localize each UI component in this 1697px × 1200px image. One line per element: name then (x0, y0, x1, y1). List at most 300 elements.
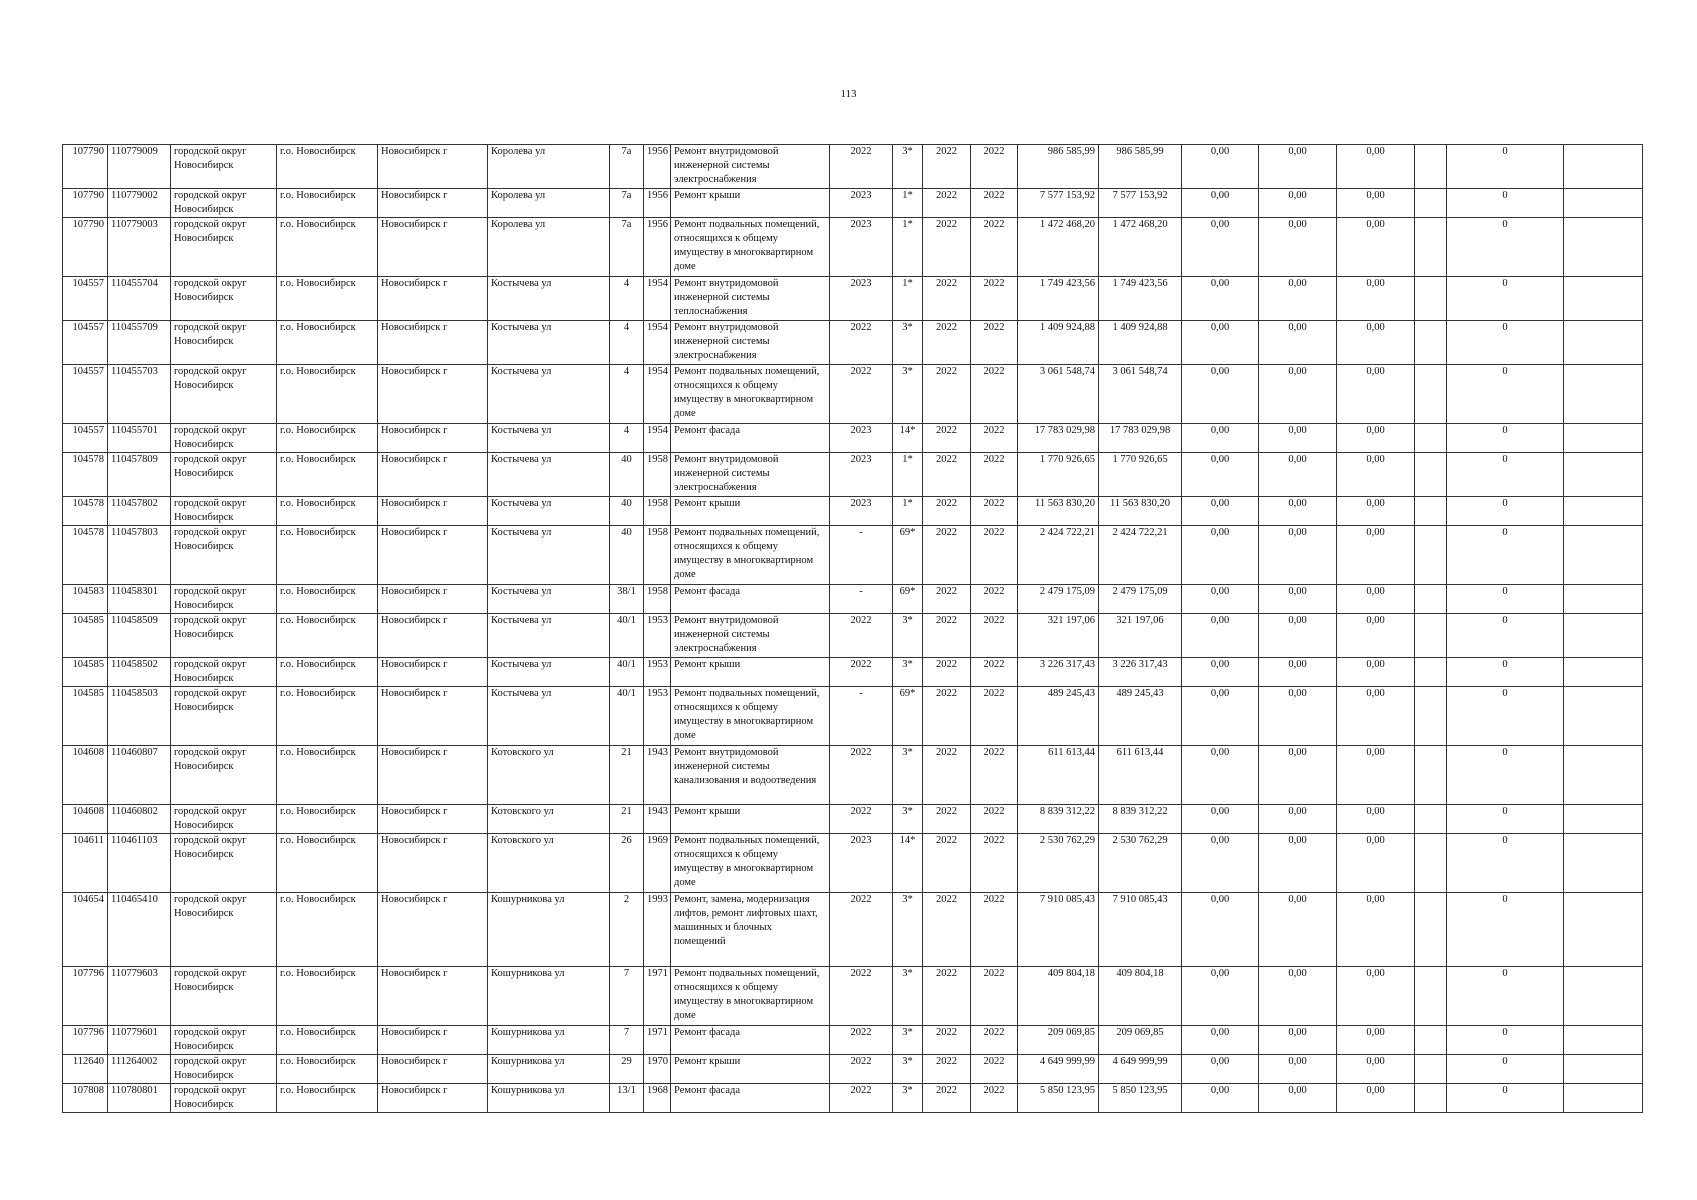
cell-code: 111264002 (108, 1055, 171, 1084)
cell-cost-total: 209 069,85 (1018, 1026, 1099, 1055)
cell-cost-3: 0,00 (1337, 1084, 1415, 1113)
cell-cost-fund: 8 839 312,22 (1099, 805, 1182, 834)
cell-kind: 1* (893, 218, 923, 277)
cell-street: Котовского ул (488, 746, 610, 805)
cell-code: 110779009 (108, 145, 171, 189)
cell-settlement: г.о. Новосибирск (277, 585, 378, 614)
cell-empty (1415, 497, 1447, 526)
cell-id: 104585 (63, 658, 108, 687)
cell-street: Котовского ул (488, 834, 610, 893)
cell-work-type: Ремонт фасада (671, 424, 830, 453)
cell-plan-year: 2023 (830, 497, 893, 526)
table-row (63, 424, 1643, 453)
cell-cost-3: 0,00 (1337, 893, 1415, 967)
cell-cost-fund: 17 783 029,98 (1099, 424, 1182, 453)
cell-start-year: 2022 (923, 453, 971, 497)
cell-kind: 3* (893, 365, 923, 424)
cell-cost-2: 0,00 (1259, 687, 1337, 746)
cell-code: 110779002 (108, 189, 171, 218)
cell-year-built: 1971 (644, 1026, 671, 1055)
cell-year-built: 1968 (644, 1084, 671, 1113)
cell-cost-fund: 4 649 999,99 (1099, 1055, 1182, 1084)
cell-empty (1415, 218, 1447, 277)
table-body (63, 145, 1643, 1113)
cell-municipality: городской округ Новосибирск (171, 687, 277, 746)
cell-cost-1: 0,00 (1182, 687, 1259, 746)
cell-city: Новосибирск г (378, 277, 488, 321)
cell-year-built: 1958 (644, 585, 671, 614)
cell-cost-total: 1 409 924,88 (1018, 321, 1099, 365)
cell-empty-last (1564, 145, 1643, 189)
cell-settlement: г.о. Новосибирск (277, 277, 378, 321)
cell-cost-total: 11 563 830,20 (1018, 497, 1099, 526)
cell-year-built: 1954 (644, 321, 671, 365)
cell-house: 7а (610, 189, 644, 218)
cell-house: 40 (610, 526, 644, 585)
cell-settlement: г.о. Новосибирск (277, 1055, 378, 1084)
table-row (63, 614, 1643, 658)
cell-cost-1: 0,00 (1182, 967, 1259, 1026)
cell-start-year: 2022 (923, 218, 971, 277)
cell-cost-1: 0,00 (1182, 585, 1259, 614)
cell-start-year: 2022 (923, 277, 971, 321)
cell-cost-1: 0,00 (1182, 497, 1259, 526)
cell-municipality: городской округ Новосибирск (171, 967, 277, 1026)
cell-year-built: 1956 (644, 218, 671, 277)
cell-end-year: 2022 (971, 967, 1018, 1026)
cell-cost-fund: 986 585,99 (1099, 145, 1182, 189)
cell-id: 104557 (63, 321, 108, 365)
cell-start-year: 2022 (923, 1055, 971, 1084)
cell-plan-year: 2022 (830, 1084, 893, 1113)
cell-city: Новосибирск г (378, 834, 488, 893)
cell-empty (1415, 658, 1447, 687)
cell-house: 40 (610, 497, 644, 526)
cell-city: Новосибирск г (378, 365, 488, 424)
cell-cost-2: 0,00 (1259, 967, 1337, 1026)
cell-count: 0 (1447, 893, 1564, 967)
cell-house: 38/1 (610, 585, 644, 614)
cell-house: 2 (610, 893, 644, 967)
cell-plan-year: 2023 (830, 189, 893, 218)
cell-count: 0 (1447, 687, 1564, 746)
cell-street: Костычева ул (488, 614, 610, 658)
cell-kind: 3* (893, 658, 923, 687)
cell-year-built: 1956 (644, 145, 671, 189)
cell-cost-3: 0,00 (1337, 687, 1415, 746)
cell-count: 0 (1447, 967, 1564, 1026)
cell-kind: 3* (893, 746, 923, 805)
cell-settlement: г.о. Новосибирск (277, 967, 378, 1026)
cell-house: 40/1 (610, 687, 644, 746)
table-row (63, 893, 1643, 967)
cell-year-built: 1969 (644, 834, 671, 893)
cell-city: Новосибирск г (378, 967, 488, 1026)
cell-settlement: г.о. Новосибирск (277, 189, 378, 218)
cell-cost-2: 0,00 (1259, 497, 1337, 526)
table-row (63, 497, 1643, 526)
cell-cost-3: 0,00 (1337, 145, 1415, 189)
cell-id: 104578 (63, 526, 108, 585)
cell-city: Новосибирск г (378, 189, 488, 218)
cell-cost-total: 321 197,06 (1018, 614, 1099, 658)
cell-kind: 14* (893, 424, 923, 453)
cell-id: 107790 (63, 145, 108, 189)
cell-cost-fund: 5 850 123,95 (1099, 1084, 1182, 1113)
cell-empty-last (1564, 585, 1643, 614)
cell-empty (1415, 834, 1447, 893)
cell-kind: 3* (893, 1084, 923, 1113)
cell-municipality: городской округ Новосибирск (171, 365, 277, 424)
cell-cost-3: 0,00 (1337, 746, 1415, 805)
cell-cost-2: 0,00 (1259, 189, 1337, 218)
cell-work-type: Ремонт крыши (671, 658, 830, 687)
cell-work-type: Ремонт внутридомовой инженерной системы электроснабжения (671, 614, 830, 658)
cell-work-type: Ремонт фасада (671, 585, 830, 614)
cell-kind: 14* (893, 834, 923, 893)
cell-empty-last (1564, 453, 1643, 497)
cell-cost-1: 0,00 (1182, 321, 1259, 365)
cell-id: 104557 (63, 365, 108, 424)
cell-empty-last (1564, 526, 1643, 585)
cell-cost-fund: 1 409 924,88 (1099, 321, 1182, 365)
cell-empty (1415, 1084, 1447, 1113)
cell-settlement: г.о. Новосибирск (277, 805, 378, 834)
cell-city: Новосибирск г (378, 1026, 488, 1055)
cell-empty-last (1564, 834, 1643, 893)
cell-street: Костычева ул (488, 277, 610, 321)
cell-work-type: Ремонт крыши (671, 805, 830, 834)
cell-end-year: 2022 (971, 497, 1018, 526)
cell-city: Новосибирск г (378, 218, 488, 277)
cell-cost-total: 2 479 175,09 (1018, 585, 1099, 614)
cell-end-year: 2022 (971, 834, 1018, 893)
cell-street: Костычева ул (488, 497, 610, 526)
cell-cost-total: 7 577 153,92 (1018, 189, 1099, 218)
cell-cost-1: 0,00 (1182, 145, 1259, 189)
cell-kind: 69* (893, 585, 923, 614)
cell-end-year: 2022 (971, 1055, 1018, 1084)
cell-municipality: городской округ Новосибирск (171, 424, 277, 453)
cell-empty (1415, 585, 1447, 614)
cell-empty-last (1564, 497, 1643, 526)
cell-cost-1: 0,00 (1182, 189, 1259, 218)
table-row (63, 1026, 1643, 1055)
cell-cost-fund: 2 530 762,29 (1099, 834, 1182, 893)
cell-start-year: 2022 (923, 893, 971, 967)
cell-kind: 3* (893, 1055, 923, 1084)
cell-cost-1: 0,00 (1182, 218, 1259, 277)
cell-cost-fund: 1 749 423,56 (1099, 277, 1182, 321)
cell-year-built: 1958 (644, 526, 671, 585)
cell-id: 104608 (63, 805, 108, 834)
cell-cost-3: 0,00 (1337, 658, 1415, 687)
cell-cost-total: 1 749 423,56 (1018, 277, 1099, 321)
cell-code: 110457809 (108, 453, 171, 497)
cell-work-type: Ремонт подвальных помещений, относящихся к общему имуществу в многоквартирном доме (671, 834, 830, 893)
cell-id: 112640 (63, 1055, 108, 1084)
cell-city: Новосибирск г (378, 746, 488, 805)
cell-municipality: городской округ Новосибирск (171, 321, 277, 365)
cell-year-built: 1943 (644, 746, 671, 805)
table-row (63, 218, 1643, 277)
cell-house: 21 (610, 805, 644, 834)
table-row (63, 145, 1643, 189)
cell-cost-total: 4 649 999,99 (1018, 1055, 1099, 1084)
cell-end-year: 2022 (971, 453, 1018, 497)
cell-cost-2: 0,00 (1259, 746, 1337, 805)
cell-municipality: городской округ Новосибирск (171, 614, 277, 658)
cell-settlement: г.о. Новосибирск (277, 1084, 378, 1113)
cell-cost-3: 0,00 (1337, 834, 1415, 893)
cell-end-year: 2022 (971, 365, 1018, 424)
cell-kind: 3* (893, 805, 923, 834)
cell-cost-3: 0,00 (1337, 453, 1415, 497)
cell-cost-2: 0,00 (1259, 365, 1337, 424)
cell-settlement: г.о. Новосибирск (277, 614, 378, 658)
cell-year-built: 1958 (644, 453, 671, 497)
cell-cost-total: 3 061 548,74 (1018, 365, 1099, 424)
cell-cost-total: 986 585,99 (1018, 145, 1099, 189)
cell-cost-3: 0,00 (1337, 967, 1415, 1026)
cell-work-type: Ремонт подвальных помещений, относящихся к общему имуществу в многоквартирном доме (671, 687, 830, 746)
table-row (63, 453, 1643, 497)
cell-cost-3: 0,00 (1337, 805, 1415, 834)
cell-id: 107808 (63, 1084, 108, 1113)
cell-cost-2: 0,00 (1259, 424, 1337, 453)
cell-code: 110780801 (108, 1084, 171, 1113)
cell-end-year: 2022 (971, 526, 1018, 585)
cell-house: 40/1 (610, 614, 644, 658)
cell-code: 110455701 (108, 424, 171, 453)
cell-cost-1: 0,00 (1182, 746, 1259, 805)
cell-city: Новосибирск г (378, 321, 488, 365)
cell-settlement: г.о. Новосибирск (277, 834, 378, 893)
table-row (63, 1055, 1643, 1084)
cell-settlement: г.о. Новосибирск (277, 424, 378, 453)
cell-cost-total: 2 530 762,29 (1018, 834, 1099, 893)
cell-house: 4 (610, 365, 644, 424)
cell-street: Костычева ул (488, 687, 610, 746)
cell-street: Кошурникова ул (488, 1055, 610, 1084)
cell-city: Новосибирск г (378, 424, 488, 453)
table-row (63, 189, 1643, 218)
cell-end-year: 2022 (971, 424, 1018, 453)
cell-start-year: 2022 (923, 658, 971, 687)
cell-plan-year: - (830, 526, 893, 585)
cell-cost-2: 0,00 (1259, 614, 1337, 658)
cell-code: 110457803 (108, 526, 171, 585)
cell-empty-last (1564, 321, 1643, 365)
cell-year-built: 1953 (644, 687, 671, 746)
cell-count: 0 (1447, 526, 1564, 585)
cell-city: Новосибирск г (378, 805, 488, 834)
cell-kind: 1* (893, 497, 923, 526)
cell-cost-total: 1 770 926,65 (1018, 453, 1099, 497)
table-row (63, 967, 1643, 1026)
cell-cost-3: 0,00 (1337, 526, 1415, 585)
cell-work-type: Ремонт подвальных помещений, относящихся к общему имуществу в многоквартирном доме (671, 218, 830, 277)
cell-cost-2: 0,00 (1259, 218, 1337, 277)
cell-empty (1415, 1055, 1447, 1084)
cell-cost-total: 409 804,18 (1018, 967, 1099, 1026)
cell-plan-year: 2022 (830, 1026, 893, 1055)
cell-id: 107790 (63, 189, 108, 218)
cell-start-year: 2022 (923, 526, 971, 585)
cell-start-year: 2022 (923, 967, 971, 1026)
cell-start-year: 2022 (923, 585, 971, 614)
cell-cost-total: 2 424 722,21 (1018, 526, 1099, 585)
cell-house: 13/1 (610, 1084, 644, 1113)
cell-municipality: городской округ Новосибирск (171, 1055, 277, 1084)
cell-work-type: Ремонт фасада (671, 1026, 830, 1055)
cell-end-year: 2022 (971, 585, 1018, 614)
cell-municipality: городской округ Новосибирск (171, 805, 277, 834)
cell-count: 0 (1447, 277, 1564, 321)
cell-cost-2: 0,00 (1259, 526, 1337, 585)
cell-plan-year: 2023 (830, 424, 893, 453)
cell-plan-year: - (830, 687, 893, 746)
cell-count: 0 (1447, 321, 1564, 365)
cell-work-type: Ремонт, замена, модернизация лифтов, ремонт лифтовых шахт, машинных и блочных помещений (671, 893, 830, 967)
cell-street: Кошурникова ул (488, 967, 610, 1026)
cell-work-type: Ремонт внутридомовой инженерной системы канализования и водоотведения (671, 746, 830, 805)
cell-city: Новосибирск г (378, 585, 488, 614)
cell-empty-last (1564, 424, 1643, 453)
cell-empty-last (1564, 614, 1643, 658)
cell-cost-fund: 1 770 926,65 (1099, 453, 1182, 497)
cell-cost-1: 0,00 (1182, 277, 1259, 321)
cell-city: Новосибирск г (378, 614, 488, 658)
cell-city: Новосибирск г (378, 687, 488, 746)
cell-work-type: Ремонт крыши (671, 1055, 830, 1084)
cell-cost-fund: 3 226 317,43 (1099, 658, 1182, 687)
table-row (63, 746, 1643, 805)
cell-empty-last (1564, 277, 1643, 321)
cell-kind: 1* (893, 277, 923, 321)
cell-plan-year: 2022 (830, 893, 893, 967)
cell-cost-fund: 2 424 722,21 (1099, 526, 1182, 585)
cell-cost-2: 0,00 (1259, 1084, 1337, 1113)
cell-municipality: городской округ Новосибирск (171, 1084, 277, 1113)
cell-cost-1: 0,00 (1182, 614, 1259, 658)
cell-kind: 3* (893, 893, 923, 967)
table-row (63, 277, 1643, 321)
cell-count: 0 (1447, 365, 1564, 424)
cell-code: 110460802 (108, 805, 171, 834)
cell-year-built: 1954 (644, 277, 671, 321)
cell-empty-last (1564, 1055, 1643, 1084)
cell-empty-last (1564, 967, 1643, 1026)
cell-empty (1415, 746, 1447, 805)
cell-settlement: г.о. Новосибирск (277, 453, 378, 497)
cell-municipality: городской округ Новосибирск (171, 893, 277, 967)
cell-cost-1: 0,00 (1182, 658, 1259, 687)
cell-house: 26 (610, 834, 644, 893)
cell-cost-fund: 611 613,44 (1099, 746, 1182, 805)
cell-id: 104578 (63, 497, 108, 526)
cell-plan-year: 2023 (830, 277, 893, 321)
cell-municipality: городской округ Новосибирск (171, 746, 277, 805)
cell-cost-3: 0,00 (1337, 585, 1415, 614)
cell-settlement: г.о. Новосибирск (277, 658, 378, 687)
cell-count: 0 (1447, 805, 1564, 834)
cell-work-type: Ремонт внутридомовой инженерной системы электроснабжения (671, 321, 830, 365)
cell-empty-last (1564, 189, 1643, 218)
cell-end-year: 2022 (971, 1026, 1018, 1055)
cell-count: 0 (1447, 834, 1564, 893)
cell-cost-3: 0,00 (1337, 1055, 1415, 1084)
cell-work-type: Ремонт внутридомовой инженерной системы теплоснабжения (671, 277, 830, 321)
cell-cost-2: 0,00 (1259, 321, 1337, 365)
cell-cost-fund: 3 061 548,74 (1099, 365, 1182, 424)
capital-repair-table (62, 144, 1643, 1113)
cell-plan-year: 2022 (830, 805, 893, 834)
cell-start-year: 2022 (923, 746, 971, 805)
cell-empty (1415, 687, 1447, 746)
table-row (63, 365, 1643, 424)
cell-settlement: г.о. Новосибирск (277, 365, 378, 424)
cell-id: 104608 (63, 746, 108, 805)
cell-street: Кошурникова ул (488, 893, 610, 967)
cell-settlement: г.о. Новосибирск (277, 497, 378, 526)
cell-municipality: городской округ Новосибирск (171, 277, 277, 321)
cell-work-type: Ремонт подвальных помещений, относящихся к общему имуществу в многоквартирном доме (671, 365, 830, 424)
cell-cost-2: 0,00 (1259, 145, 1337, 189)
cell-cost-2: 0,00 (1259, 893, 1337, 967)
cell-start-year: 2022 (923, 424, 971, 453)
cell-municipality: городской округ Новосибирск (171, 497, 277, 526)
cell-empty-last (1564, 365, 1643, 424)
cell-cost-2: 0,00 (1259, 658, 1337, 687)
cell-kind: 69* (893, 687, 923, 746)
cell-count: 0 (1447, 218, 1564, 277)
cell-cost-1: 0,00 (1182, 526, 1259, 585)
table-row (63, 321, 1643, 365)
cell-id: 104557 (63, 424, 108, 453)
cell-street: Королева ул (488, 218, 610, 277)
cell-code: 110779603 (108, 967, 171, 1026)
cell-cost-3: 0,00 (1337, 614, 1415, 658)
cell-kind: 69* (893, 526, 923, 585)
cell-count: 0 (1447, 189, 1564, 218)
cell-cost-fund: 409 804,18 (1099, 967, 1182, 1026)
cell-count: 0 (1447, 424, 1564, 453)
cell-street: Костычева ул (488, 321, 610, 365)
cell-empty (1415, 526, 1447, 585)
cell-empty-last (1564, 658, 1643, 687)
cell-plan-year: 2023 (830, 218, 893, 277)
cell-id: 104585 (63, 687, 108, 746)
cell-settlement: г.о. Новосибирск (277, 526, 378, 585)
cell-municipality: городской округ Новосибирск (171, 453, 277, 497)
cell-municipality: городской округ Новосибирск (171, 526, 277, 585)
cell-cost-total: 5 850 123,95 (1018, 1084, 1099, 1113)
cell-settlement: г.о. Новосибирск (277, 1026, 378, 1055)
cell-kind: 3* (893, 614, 923, 658)
cell-empty (1415, 967, 1447, 1026)
cell-street: Костычева ул (488, 453, 610, 497)
cell-id: 104557 (63, 277, 108, 321)
cell-cost-fund: 1 472 468,20 (1099, 218, 1182, 277)
cell-year-built: 1954 (644, 365, 671, 424)
cell-cost-2: 0,00 (1259, 834, 1337, 893)
cell-code: 110458502 (108, 658, 171, 687)
cell-empty (1415, 893, 1447, 967)
cell-plan-year: 2022 (830, 658, 893, 687)
cell-municipality: городской округ Новосибирск (171, 145, 277, 189)
cell-cost-fund: 2 479 175,09 (1099, 585, 1182, 614)
